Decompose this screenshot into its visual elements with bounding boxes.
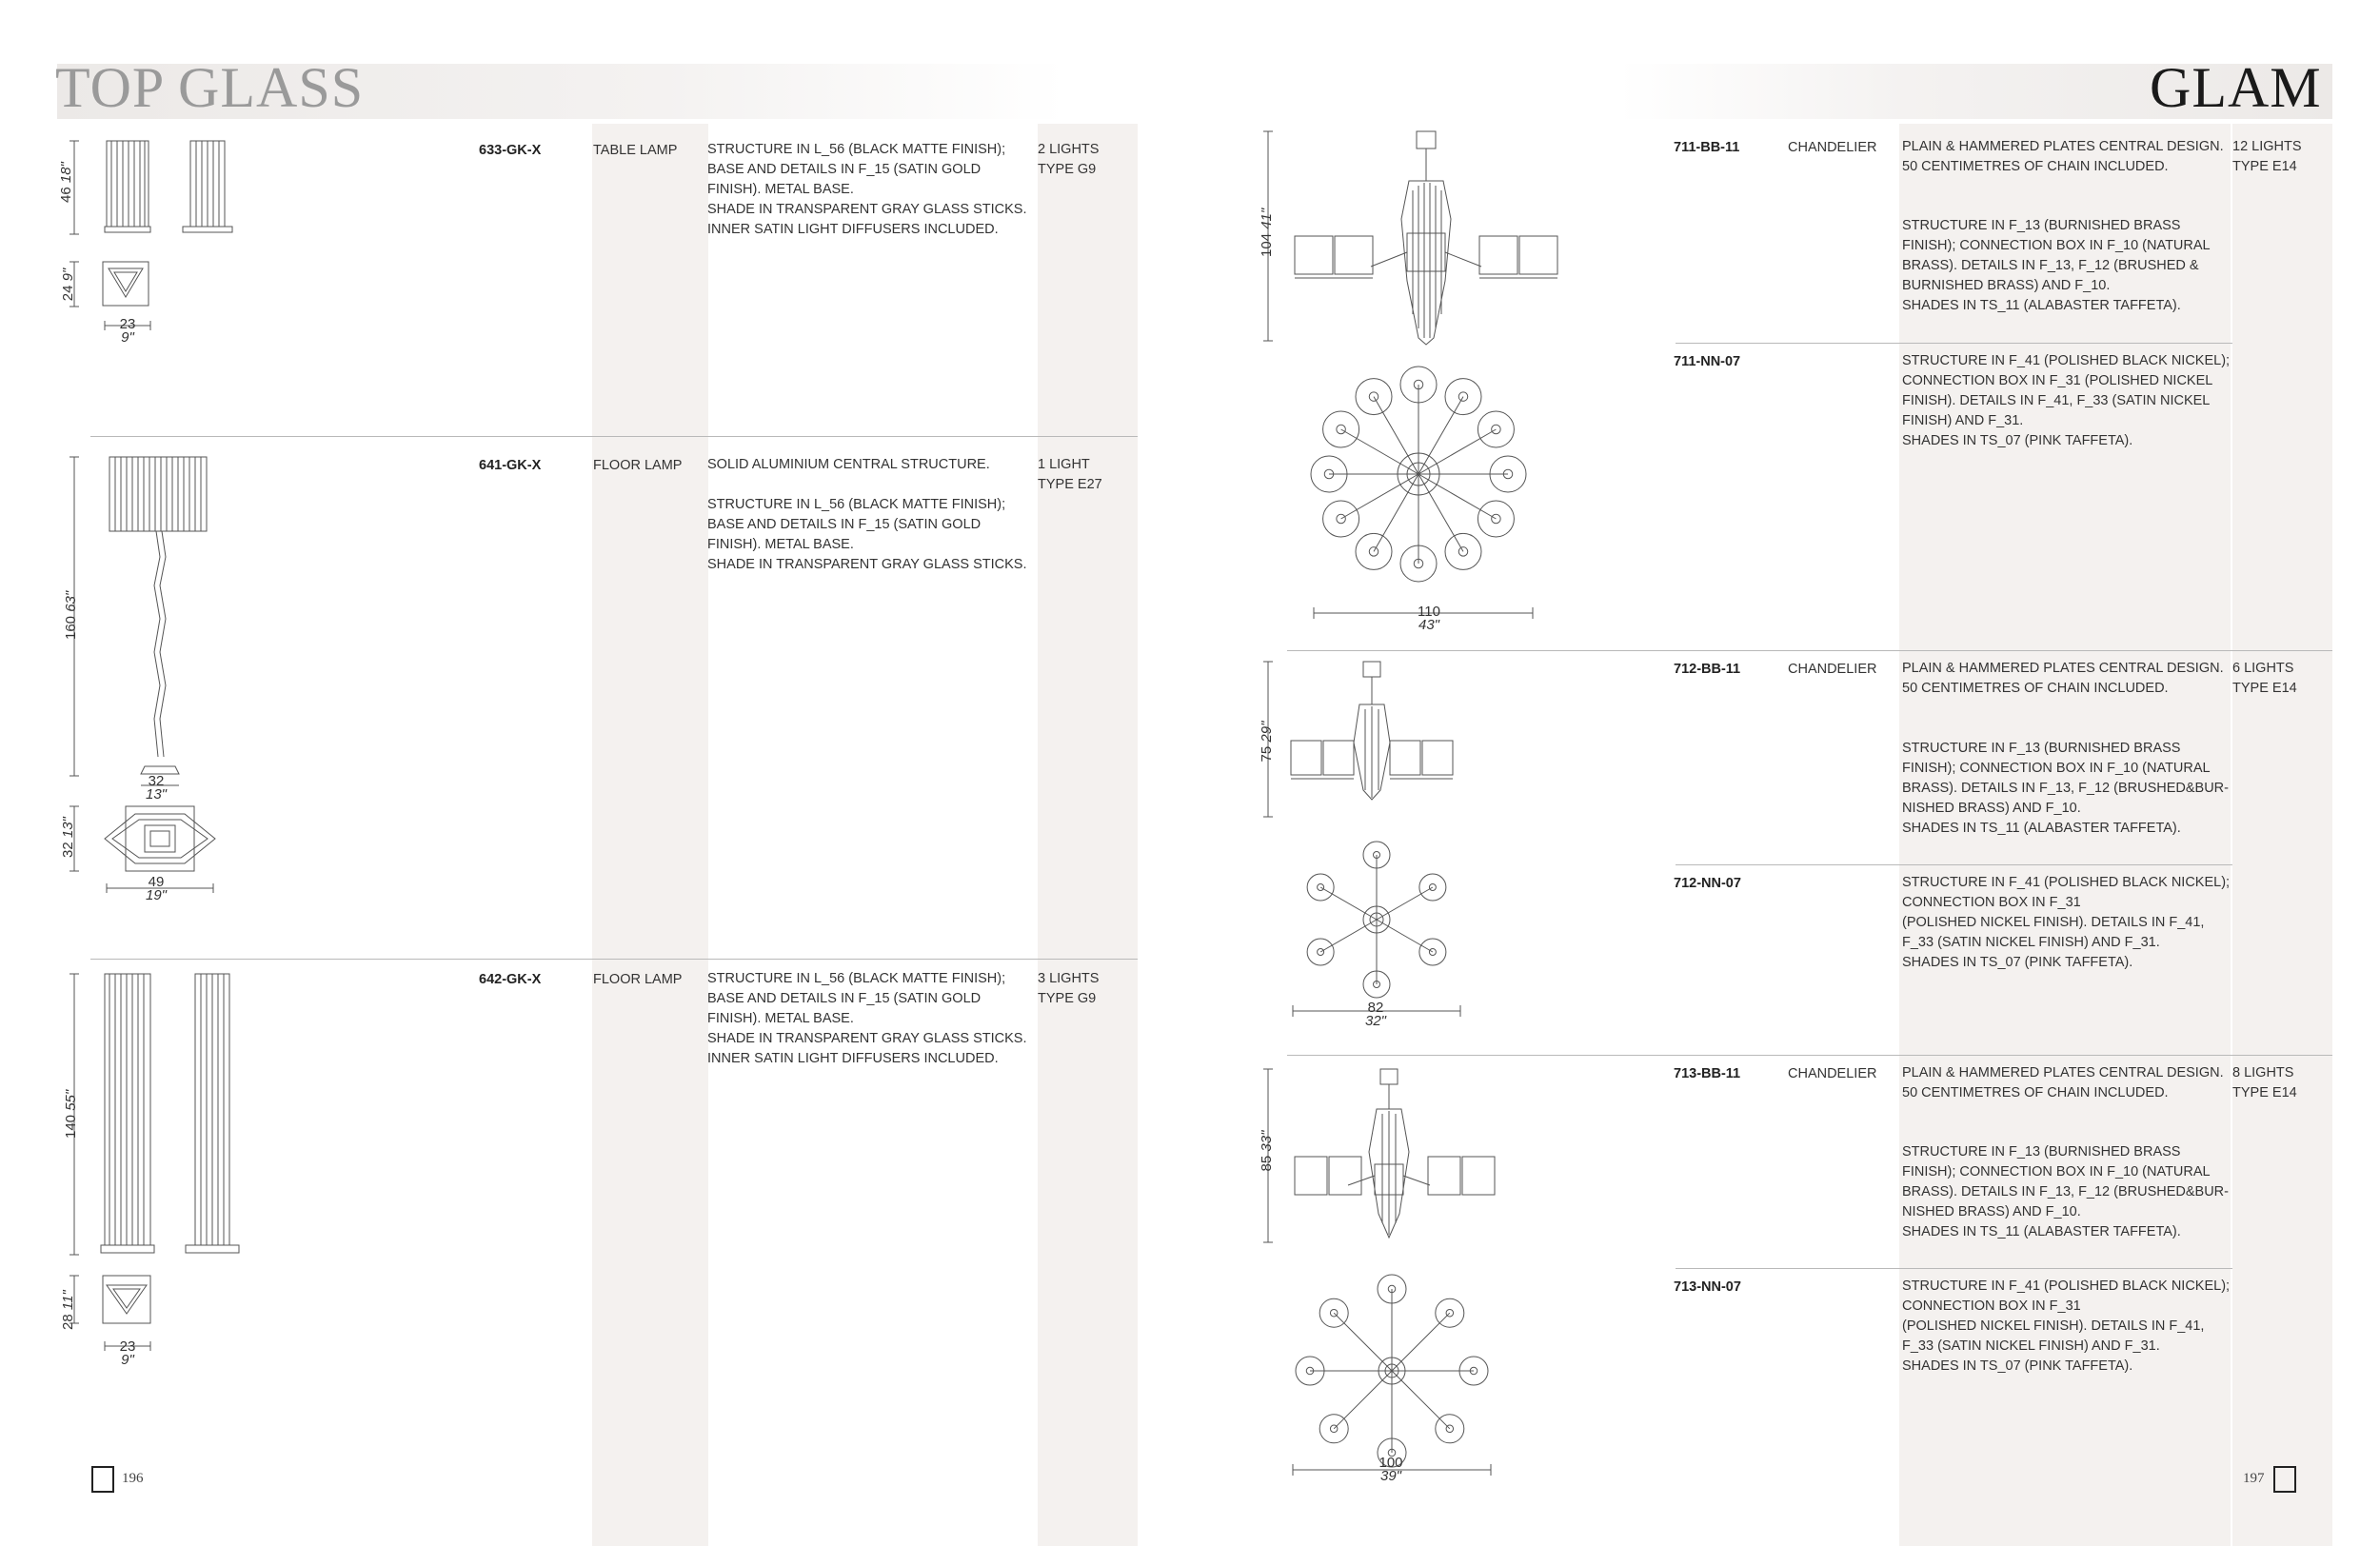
product-type: TABLE LAMP: [593, 143, 678, 158]
right-brand-title: GLAM: [2150, 56, 2322, 119]
product-description: SOLID ALUMINIUM CENTRAL STRUCTURE. STRUCTURE IN L_56 (BLACK MATTE FINISH); BASE AND DETAILS IN F_15 (SATIN GOLD FINISH). METAL BASE. SHADE IN TRANSPARENT GRAY GLASS STICKS.: [707, 457, 1027, 572]
chandelier-713-top-drawing: [1285, 1266, 1504, 1485]
variant-finish: STRUCTURE IN F_41 (POLISHED BLACK NICKEL); CONNECTION BOX IN F_31 (POLISHED NICKEL FINISH). DETAILS IN F_41, F_33 (SATIN NICKEL FINISH) AND F_31. SHADES IN TS_07 (PINK TAFFETA).: [1902, 875, 2231, 970]
right-variant-separator-2: [1676, 864, 2232, 865]
page-number: 197: [2243, 1471, 2265, 1486]
right-lights-column-band: [2232, 124, 2332, 1546]
shade-circle: [1307, 874, 1334, 901]
table-lamp-633-drawing: [67, 133, 238, 352]
product-lights: 12 LIGHTS TYPE E14: [2232, 139, 2302, 174]
product-description: STRUCTURE IN L_56 (BLACK MATTE FINISH); BASE AND DETAILS IN F_15 (SATIN GOLD FINISH). METAL BASE. SHADE IN TRANSPARENT GRAY GLASS STICKS. INNER SATIN LIGHT DIFFUSERS INCLUDED.: [707, 971, 1027, 1066]
right-variant-separator-3: [1676, 1268, 2232, 1269]
product-finish: STRUCTURE IN F_13 (BURNISHED BRASS FINISH); CONNECTION BOX IN F_10 (NATURAL BRASS). DETAILS IN F_13, F_12 (BRUSHED & BURNISHED BRASS) AND F_10. SHADES IN TS_11 (ALABASTER TAFFETA).: [1902, 218, 2211, 313]
arm-line: [1374, 474, 1418, 551]
product-lights: 2 LIGHTS TYPE G9: [1038, 142, 1100, 177]
arm-line: [1320, 920, 1377, 952]
variant-finish: STRUCTURE IN F_41 (POLISHED BLACK NICKEL); CONNECTION BOX IN F_31 (POLISHED NICKEL FINISH). DETAILS IN F_41, F_33 (SATIN NICKEL FINISH) AND F_31. SHADES IN TS_07 (PINK TAFFETA).: [1902, 1278, 2231, 1374]
chandelier-711-side-drawing: [1257, 124, 1599, 352]
arm-line: [1377, 920, 1433, 952]
arm-line: [1377, 887, 1433, 920]
chandelier-712-side-drawing: [1257, 657, 1504, 828]
product-code: 712-BB-11: [1674, 662, 1741, 677]
width-dimension: 110 43": [1418, 604, 1440, 633]
arm-line: [1334, 1313, 1392, 1371]
product-description: PLAIN & HAMMERED PLATES CENTRAL DESIGN. 50 CENTIMETRES OF CHAIN INCLUDED.: [1902, 139, 2224, 174]
product-type: FLOOR LAMP: [593, 972, 683, 987]
arm-line: [1418, 474, 1463, 551]
shade-circle: [1419, 874, 1446, 901]
base-dimension: 32 13": [145, 773, 167, 803]
width-dimension: 100 39": [1378, 1455, 1403, 1484]
width-dimension: 49 19": [145, 874, 167, 903]
left-row-separator-2: [90, 959, 1138, 960]
variant-finish: STRUCTURE IN F_41 (POLISHED BLACK NICKEL); CONNECTION BOX IN F_31 (POLISHED NICKEL FINISH). DETAILS IN F_41, F_33 (SATIN NICKEL FINISH) AND F_31. SHADES IN TS_07 (PINK TAFFETA).: [1902, 353, 2231, 448]
chandelier-711-top-drawing: [1304, 362, 1533, 628]
shade-circle: [1307, 939, 1334, 965]
arm-line: [1374, 397, 1418, 474]
height-dimension: 104 41": [1259, 208, 1275, 257]
depth-dimension: 28 11": [60, 1290, 76, 1330]
arm-line: [1392, 1371, 1450, 1429]
variant-code: 711-NN-07: [1674, 354, 1741, 369]
socket-circle: [1429, 949, 1436, 956]
height-dimension: 140 55": [63, 1089, 79, 1139]
right-row-separator-1: [1287, 650, 2332, 651]
width-dimension: 23 9": [119, 316, 136, 346]
product-code: 711-BB-11: [1674, 140, 1740, 155]
chandelier-712-top-drawing: [1285, 838, 1485, 1028]
left-brand-title: TOP GLASS: [55, 56, 365, 119]
page-number: 196: [122, 1471, 144, 1486]
product-description: PLAIN & HAMMERED PLATES CENTRAL DESIGN. 50 CENTIMETRES OF CHAIN INCLUDED.: [1902, 1065, 2224, 1100]
product-code: 633-GK-X: [479, 143, 542, 158]
depth-dimension: 24 9": [60, 268, 76, 302]
shade-circle: [1419, 939, 1446, 965]
height-dimension: 85 33": [1259, 1130, 1275, 1172]
variant-code: 712-NN-07: [1674, 876, 1741, 891]
floor-lamp-642-drawing: [63, 969, 257, 1378]
left-lights-column-band: [1038, 124, 1138, 1546]
left-type-column-band: [592, 124, 708, 1546]
arm-line: [1341, 429, 1418, 474]
socket-circle: [1318, 949, 1324, 956]
product-description: PLAIN & HAMMERED PLATES CENTRAL DESIGN. 50 CENTIMETRES OF CHAIN INCLUDED.: [1902, 661, 2224, 696]
product-finish: STRUCTURE IN F_13 (BURNISHED BRASS FINISH); CONNECTION BOX IN F_10 (NATURAL BRASS). DETAILS IN F_13, F_12 (BRUSHED&BUR- NISHED BRASS) AND F_10. SHADES IN TS_11 (ALABASTER TAFFETA).: [1902, 741, 2229, 836]
right-row-separator-2: [1287, 1055, 2332, 1056]
product-type: CHANDELIER: [1788, 1066, 1877, 1081]
arm-line: [1418, 397, 1463, 474]
height-dimension: 46 18": [58, 162, 74, 203]
left-row-separator-1: [90, 436, 1138, 437]
arm-line: [1341, 474, 1418, 519]
chandelier-713-side-drawing: [1257, 1061, 1542, 1252]
product-lights: 3 LIGHTS TYPE G9: [1038, 971, 1100, 1006]
product-code: 641-GK-X: [479, 458, 542, 473]
height-dimension: 75 29": [1259, 721, 1275, 763]
variant-code: 713-NN-07: [1674, 1279, 1741, 1295]
product-code: 713-BB-11: [1674, 1066, 1741, 1081]
product-type: CHANDELIER: [1788, 662, 1877, 677]
width-dimension: 23 9": [119, 1338, 136, 1368]
height-dimension: 160 63": [63, 590, 79, 640]
width-dimension: 82 32": [1364, 1000, 1386, 1029]
floor-lamp-641-drawing: [63, 452, 238, 903]
arm-line: [1418, 474, 1496, 519]
product-type: FLOOR LAMP: [593, 458, 683, 473]
arm-line: [1320, 887, 1377, 920]
product-description: STRUCTURE IN L_56 (BLACK MATTE FINISH); BASE AND DETAILS IN F_15 (SATIN GOLD FINISH). METAL BASE. SHADE IN TRANSPARENT GRAY GLASS STICKS. INNER SATIN LIGHT DIFFUSERS INCLUDED.: [707, 142, 1027, 237]
arm-line: [1392, 1313, 1450, 1371]
product-code: 642-GK-X: [479, 972, 542, 987]
brand-logo-icon: [91, 1466, 114, 1493]
depth-dimension: 32 13": [60, 817, 76, 858]
product-lights: 6 LIGHTS TYPE E14: [2232, 661, 2297, 696]
socket-circle: [1318, 884, 1324, 891]
product-type: CHANDELIER: [1788, 140, 1877, 155]
right-variant-separator-1: [1676, 343, 2232, 344]
product-finish: STRUCTURE IN F_13 (BURNISHED BRASS FINISH); CONNECTION BOX IN F_10 (NATURAL BRASS). DETAILS IN F_13, F_12 (BRUSHED&BUR- NISHED BRASS) AND F_10. SHADES IN TS_11 (ALABASTER TAFFETA).: [1902, 1144, 2229, 1239]
arm-line: [1418, 429, 1496, 474]
product-lights: 1 LIGHT TYPE E27: [1038, 457, 1102, 492]
arm-line: [1334, 1371, 1392, 1429]
brand-logo-icon: [2273, 1466, 2296, 1493]
product-lights: 8 LIGHTS TYPE E14: [2232, 1065, 2297, 1100]
socket-circle: [1429, 884, 1436, 891]
